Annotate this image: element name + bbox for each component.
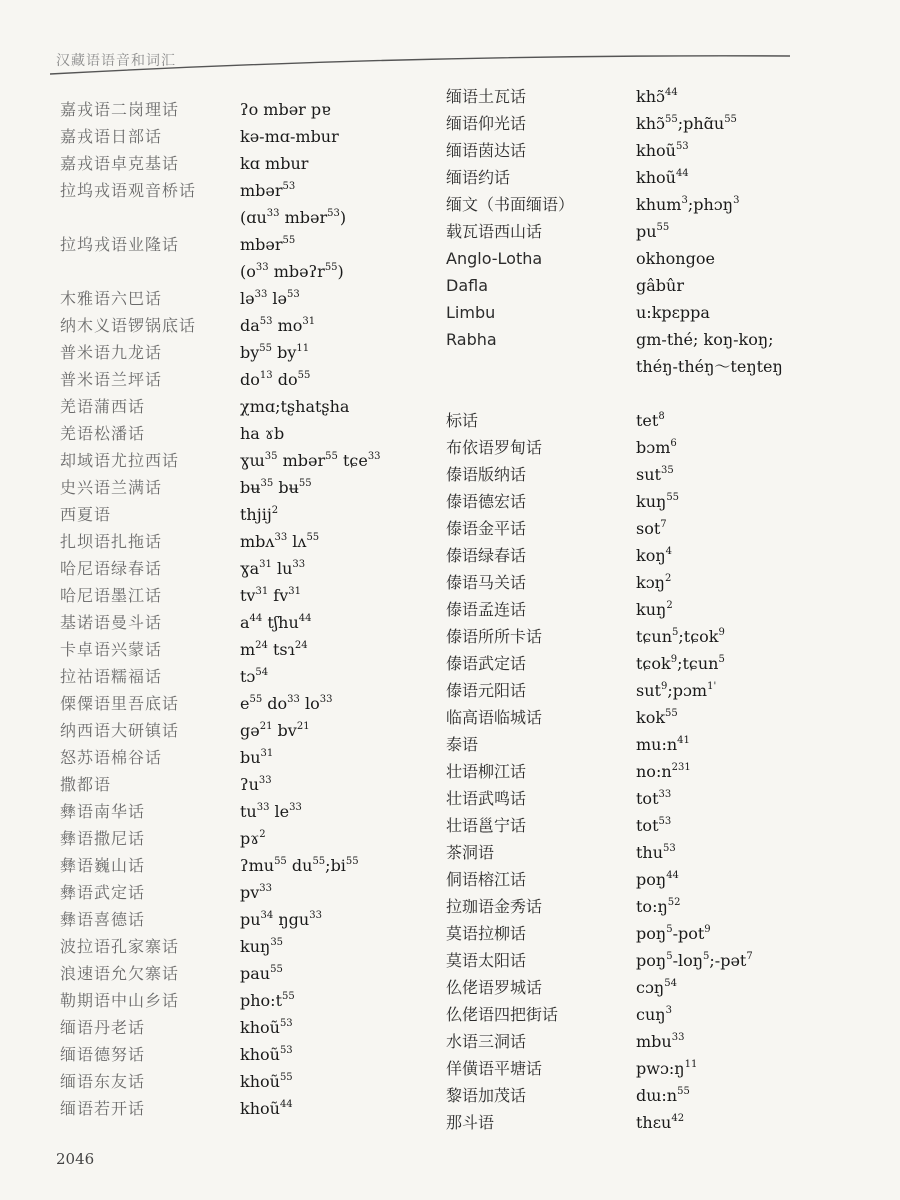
entry-row (446, 218, 866, 245)
dialect-name: 拉珈语金秀话 (446, 897, 543, 916)
entry-row (60, 258, 430, 285)
phonetic-form: kok$^{55}$ (636, 708, 678, 727)
entry-row (446, 596, 866, 623)
phonetic-form: $bu^{31}$ (240, 748, 274, 767)
phonetic-form: $pu^{34}$ ŋgu$^{33}$ (240, 910, 322, 929)
phonetic-form: tot$^{53}$ (636, 816, 672, 835)
entry-row (60, 582, 430, 609)
phonetic-form: $mu:n^{41}$ (636, 735, 690, 754)
entry-row (60, 150, 430, 177)
phonetic-form: $pwɔ:ŋ^{11}$ (636, 1059, 698, 1078)
dialect-name: 傣语金平话 (446, 519, 527, 538)
entry-row (60, 204, 430, 231)
dialect-name: 壮语柳江话 (446, 762, 527, 781)
dialect-name: 怒苏语棉谷话 (60, 748, 163, 767)
dialect-name: 缅语德努话 (60, 1045, 146, 1064)
entry-row (446, 704, 866, 731)
phonetic-form: kuŋ$^{35}$ (240, 937, 284, 956)
phonetic-form: poŋ$^5$-loŋ$^5$;-pət$^7$ (636, 951, 753, 970)
entry-row (60, 609, 430, 636)
entry-row (60, 852, 430, 879)
dialect-name: Dafla (446, 276, 489, 295)
dialect-name: 哈尼语绿春话 (60, 559, 163, 578)
entry-row (60, 177, 430, 204)
phonetic-form: gm-thé; koŋ-koŋ; (636, 330, 774, 349)
phonetic-form: mbʌ$^{33}$ lʌ$^{55}$ (240, 532, 320, 551)
entry-row (60, 1041, 430, 1068)
entry-row (60, 1014, 430, 1041)
phonetic-form: $khɔ̃^{55};phɑ̃u^{55}$ (636, 114, 737, 133)
phonetic-form: $to:ŋ^{52}$ (636, 897, 681, 916)
entry-row (446, 245, 866, 272)
entry-row (446, 326, 866, 353)
phonetic-form: kə-mɑ-mbur (240, 127, 339, 146)
entry-row (446, 623, 866, 650)
entry-row (60, 1095, 430, 1122)
phonetic-form: ʔu$^{33}$ (240, 775, 272, 794)
dialect-name: 仫佬语四把街话 (446, 1005, 559, 1024)
dialect-name: 傣语马关话 (446, 573, 527, 592)
phonetic-form: mbər$^{53}$ (240, 181, 296, 200)
entry-row (60, 501, 430, 528)
dialect-name: 木雅语六巴话 (60, 289, 163, 308)
dialect-name: 勒期语中山乡话 (60, 991, 180, 1010)
dialect-name: 普米语九龙话 (60, 343, 163, 362)
entry-row (60, 1068, 430, 1095)
entry-row (60, 366, 430, 393)
phonetic-form: kɔŋ$^2$ (636, 573, 672, 592)
entry-row (60, 717, 430, 744)
left-column (60, 96, 430, 1122)
phonetic-form: $pu^{55}$ (636, 222, 670, 241)
dialect-name: 缅语丹老话 (60, 1018, 146, 1037)
entry-row (60, 555, 430, 582)
entry-row (60, 96, 430, 123)
phonetic-form: tot$^{33}$ (636, 789, 672, 808)
phonetic-form: mbu$^{33}$ (636, 1032, 685, 1051)
phonetic-form: khoũ$^{53}$ (240, 1045, 293, 1064)
entry-row (60, 987, 430, 1014)
dialect-name: 羌语蒲西话 (60, 397, 146, 416)
entry-row (60, 474, 430, 501)
phonetic-form: bɔm$^6$ (636, 438, 677, 457)
entry-row (446, 893, 866, 920)
dialect-name: 哈尼语墨江话 (60, 586, 163, 605)
entry-row (446, 542, 866, 569)
phonetic-form: kuŋ$^2$ (636, 600, 673, 619)
phonetic-form: koŋ$^4$ (636, 546, 673, 565)
entry-row (446, 191, 866, 218)
entry-row (446, 434, 866, 461)
entry-row (446, 110, 866, 137)
phonetic-form: cuŋ$^3$ (636, 1005, 672, 1024)
entry-row (446, 974, 866, 1001)
entry-row (60, 339, 430, 366)
phonetic-form: mbər$^{55}$ (240, 235, 296, 254)
phonetic-form: gâbûr (636, 276, 684, 295)
phonetic-form: khoũ$^{55}$ (240, 1072, 293, 1091)
dialect-name: 彝语南华话 (60, 802, 146, 821)
dialect-name: 彝语撒尼话 (60, 829, 146, 848)
entry-row (60, 771, 430, 798)
dialect-name: 傣语版纳话 (446, 465, 527, 484)
dialect-name: 拉坞戎语观音桥话 (60, 181, 197, 200)
dialect-name: 侗语榕江话 (446, 870, 527, 889)
dialect-name: 彝语巍山话 (60, 856, 146, 875)
phonetic-form: $dɯ:n^{55}$ (636, 1086, 690, 1105)
dialect-name: 仫佬语罗城话 (446, 978, 543, 997)
entry-row (446, 731, 866, 758)
phonetic-form: $pv^{33}$ (240, 883, 273, 902)
entry-row (60, 798, 430, 825)
entry-row (60, 636, 430, 663)
phonetic-form: khum$^3$;phɔŋ$^3$ (636, 195, 740, 214)
entry-row (60, 312, 430, 339)
dialect-name: 莫语拉柳话 (446, 924, 527, 943)
entry-row (60, 933, 430, 960)
dialect-name: 却域语尤拉西话 (60, 451, 180, 470)
entry-row (60, 285, 430, 312)
entry-row (60, 879, 430, 906)
entry-row (60, 447, 430, 474)
phonetic-form: ɣa$^{31}$ $lu^{33}$ (240, 559, 306, 578)
dialect-name: 缅语茵达话 (446, 141, 527, 160)
entry-row (446, 407, 866, 434)
phonetic-form: ($o^{33}$ mbəʔr$^{55}$) (240, 262, 344, 281)
entry-row (446, 164, 866, 191)
dialect-name: 彝语喜德话 (60, 910, 146, 929)
entry-row (446, 920, 866, 947)
phonetic-form: okhongoe (636, 249, 715, 268)
entry-row (446, 461, 866, 488)
entry-row (60, 690, 430, 717)
entry-row (446, 839, 866, 866)
entry-row (446, 299, 866, 326)
phonetic-form: ʔo mbər pɐ (240, 100, 331, 119)
entry-row (446, 947, 866, 974)
dialect-name: 纳木义语锣锅底话 (60, 316, 197, 335)
dialect-name: 缅语若开话 (60, 1099, 146, 1118)
phonetic-form: χmɑ;tʂhatʂha (240, 397, 350, 416)
right-column (446, 83, 866, 1136)
entry-row (446, 83, 866, 110)
dialect-name: 扎坝语扎拖话 (60, 532, 163, 551)
phonetic-form: khoũ$^{53}$ (240, 1018, 293, 1037)
phonetic-form: $da^{53}$ $mo^{31}$ (240, 316, 316, 335)
phonetic-form: $e^{55}$ $do^{33}$ $lo^{33}$ (240, 694, 333, 713)
phonetic-form: lə$^{33}$ lə$^{53}$ (240, 289, 300, 308)
entry-row (446, 1109, 866, 1136)
entry-row (446, 1028, 866, 1055)
entry-row (446, 758, 866, 785)
entry-row (446, 1055, 866, 1082)
dialect-name: 波拉语孔家寨话 (60, 937, 180, 956)
phonetic-form: tet$^8$ (636, 411, 665, 430)
phonetic-form: thu$^{53}$ (636, 843, 676, 862)
dialect-name: 傈僳语里吾底话 (60, 694, 180, 713)
dialect-name: 那斗语 (446, 1113, 495, 1132)
entry-row (446, 1082, 866, 1109)
dialect-name: 嘉戎语日部话 (60, 127, 163, 146)
dialect-name: 傣语孟连话 (446, 600, 527, 619)
dialect-name: 基诺语曼斗话 (60, 613, 163, 632)
entry-row (446, 677, 866, 704)
entry-row (60, 663, 430, 690)
dialect-name: Anglo-Lotha (446, 249, 543, 268)
dialect-name: 临高语临城话 (446, 708, 543, 727)
phonetic-form: kɑ mbur (240, 154, 309, 173)
phonetic-form: poŋ$^{44}$ (636, 870, 679, 889)
phonetic-form: kuŋ$^{55}$ (636, 492, 680, 511)
dialect-name: 缅语东友话 (60, 1072, 146, 1091)
entry-row (60, 393, 430, 420)
phonetic-form: (ɑu$^{33}$ mbər$^{53}$) (240, 208, 347, 227)
entry-row (446, 137, 866, 164)
entry-row (60, 528, 430, 555)
phonetic-form: $tv^{31}$ $fv^{31}$ (240, 586, 301, 605)
running-header: 汉藏语语音和词汇 (56, 53, 176, 69)
phonetic-form: bʉ$^{35}$ bʉ$^{55}$ (240, 478, 312, 497)
dialect-name: 纳西语大研镇话 (60, 721, 180, 740)
dialect-name: 彝语武定话 (60, 883, 146, 902)
dialect-name: 卡卓语兴蒙话 (60, 640, 163, 659)
entry-row (446, 353, 866, 380)
dialect-name: 缅语约话 (446, 168, 511, 187)
phonetic-form: $tu^{33}$ $le^{33}$ (240, 802, 302, 821)
entry-row (446, 272, 866, 299)
dialect-name: 西夏语 (60, 505, 112, 524)
dialect-name: 嘉戎语二岗理话 (60, 100, 180, 119)
dialect-name: 水语三洞话 (446, 1032, 527, 1051)
phonetic-form: sut$^9$;pɔm$^{1'}$ (636, 681, 717, 700)
dialect-name: 撒都语 (60, 775, 112, 794)
entry-row (60, 744, 430, 771)
phonetic-form: $do^{13}$ $do^{55}$ (240, 370, 311, 389)
entry-row (60, 906, 430, 933)
header-rule (50, 52, 790, 78)
dialect-name: 泰语 (446, 735, 479, 754)
phonetic-form: tɕun$^5$;tɕok$^9$ (636, 627, 725, 646)
dialect-name: 傣语武定话 (446, 654, 527, 673)
phonetic-form: $no:n^{231}$ (636, 762, 691, 781)
phonetic-form: $m^{24}$ tsɿ$^{24}$ (240, 640, 308, 659)
entry-row (446, 569, 866, 596)
phonetic-form: khɔ̃$^{44}$ (636, 87, 678, 106)
entry-row (446, 785, 866, 812)
phonetic-form: u:kpɛppa (636, 303, 710, 322)
entry-row (446, 650, 866, 677)
phonetic-form: gə$^{21}$ $bv^{21}$ (240, 721, 310, 740)
phonetic-form: thjij$^2$ (240, 505, 279, 524)
entry-row (446, 1001, 866, 1028)
dialect-name: 载瓦语西山话 (446, 222, 543, 241)
phonetic-form: tɕok$^9$;tɕun$^5$ (636, 654, 725, 673)
dialect-name: 壮语邕宁话 (446, 816, 527, 835)
dialect-name: 傣语元阳话 (446, 681, 527, 700)
phonetic-form: pau$^{55}$ (240, 964, 283, 983)
entry-row (446, 488, 866, 515)
dialect-name: 标话 (446, 411, 479, 430)
dialect-name: 浪速语允欠寨话 (60, 964, 180, 983)
entry-row (60, 123, 430, 150)
phonetic-form: $pho:t^{55}$ (240, 991, 295, 1010)
dialect-name: 拉祜语糯福话 (60, 667, 163, 686)
phonetic-form: khoũ$^{44}$ (636, 168, 689, 187)
phonetic-form: sut$^{35}$ (636, 465, 674, 484)
entry-row (60, 825, 430, 852)
entry-row (60, 420, 430, 447)
phonetic-form: ʔmu$^{55}$ $du^{55};bi^{55}$ (240, 856, 359, 875)
dialect-name: 缅语仰光话 (446, 114, 527, 133)
dialect-name: 壮语武鸣话 (446, 789, 527, 808)
dialect-name: 黎语加茂话 (446, 1086, 527, 1105)
dialect-name: 傣语所所卡话 (446, 627, 543, 646)
phonetic-form: théŋ-théŋ～teŋteŋ (636, 357, 783, 376)
phonetic-form: thɛu$^{42}$ (636, 1113, 685, 1132)
dialect-name: 羌语松潘话 (60, 424, 146, 443)
dialect-name: Limbu (446, 303, 496, 322)
dialect-name: 傣语德宏话 (446, 492, 527, 511)
page-number: 2046 (56, 1150, 95, 1168)
dialect-name: 嘉戎语卓克基话 (60, 154, 180, 173)
phonetic-form: poŋ$^5$-pot$^9$ (636, 924, 711, 943)
dialect-name: 拉坞戎语业隆话 (60, 235, 180, 254)
entry-row (60, 960, 430, 987)
dialect-name: 茶洞语 (446, 843, 495, 862)
dialect-name: 布依语罗甸话 (446, 438, 543, 457)
phonetic-form: $a^{44}$ tʃhu$^{44}$ (240, 613, 312, 632)
phonetic-form: $by^{55}$ $by^{11}$ (240, 343, 310, 362)
entry-row (446, 866, 866, 893)
phonetic-form: khoũ$^{53}$ (636, 141, 689, 160)
phonetic-form: pɤ$^2$ (240, 829, 266, 848)
entry-row (446, 515, 866, 542)
phonetic-form: khoũ$^{44}$ (240, 1099, 293, 1118)
phonetic-form: sot$^7$ (636, 519, 667, 538)
dialect-name: 缅语土瓦话 (446, 87, 527, 106)
entry-row (446, 380, 866, 407)
dialect-name: 佯僙语平塘话 (446, 1059, 543, 1078)
entry-row (60, 231, 430, 258)
entry-row (446, 812, 866, 839)
phonetic-form: cɔŋ$^{54}$ (636, 978, 677, 997)
dialect-name: Rabha (446, 330, 497, 349)
phonetic-form: tɔ$^{54}$ (240, 667, 269, 686)
dialect-name: 傣语绿春话 (446, 546, 527, 565)
dialect-name: 史兴语兰满话 (60, 478, 163, 497)
dialect-name: 缅文（书面缅语） (446, 195, 575, 214)
dialect-name: 莫语太阳话 (446, 951, 527, 970)
dialect-name: 普米语兰坪话 (60, 370, 163, 389)
phonetic-form: ha ɤb (240, 424, 285, 443)
phonetic-form: ɣɯ$^{35}$ mbər$^{55}$ tɕe$^{33}$ (240, 451, 381, 470)
